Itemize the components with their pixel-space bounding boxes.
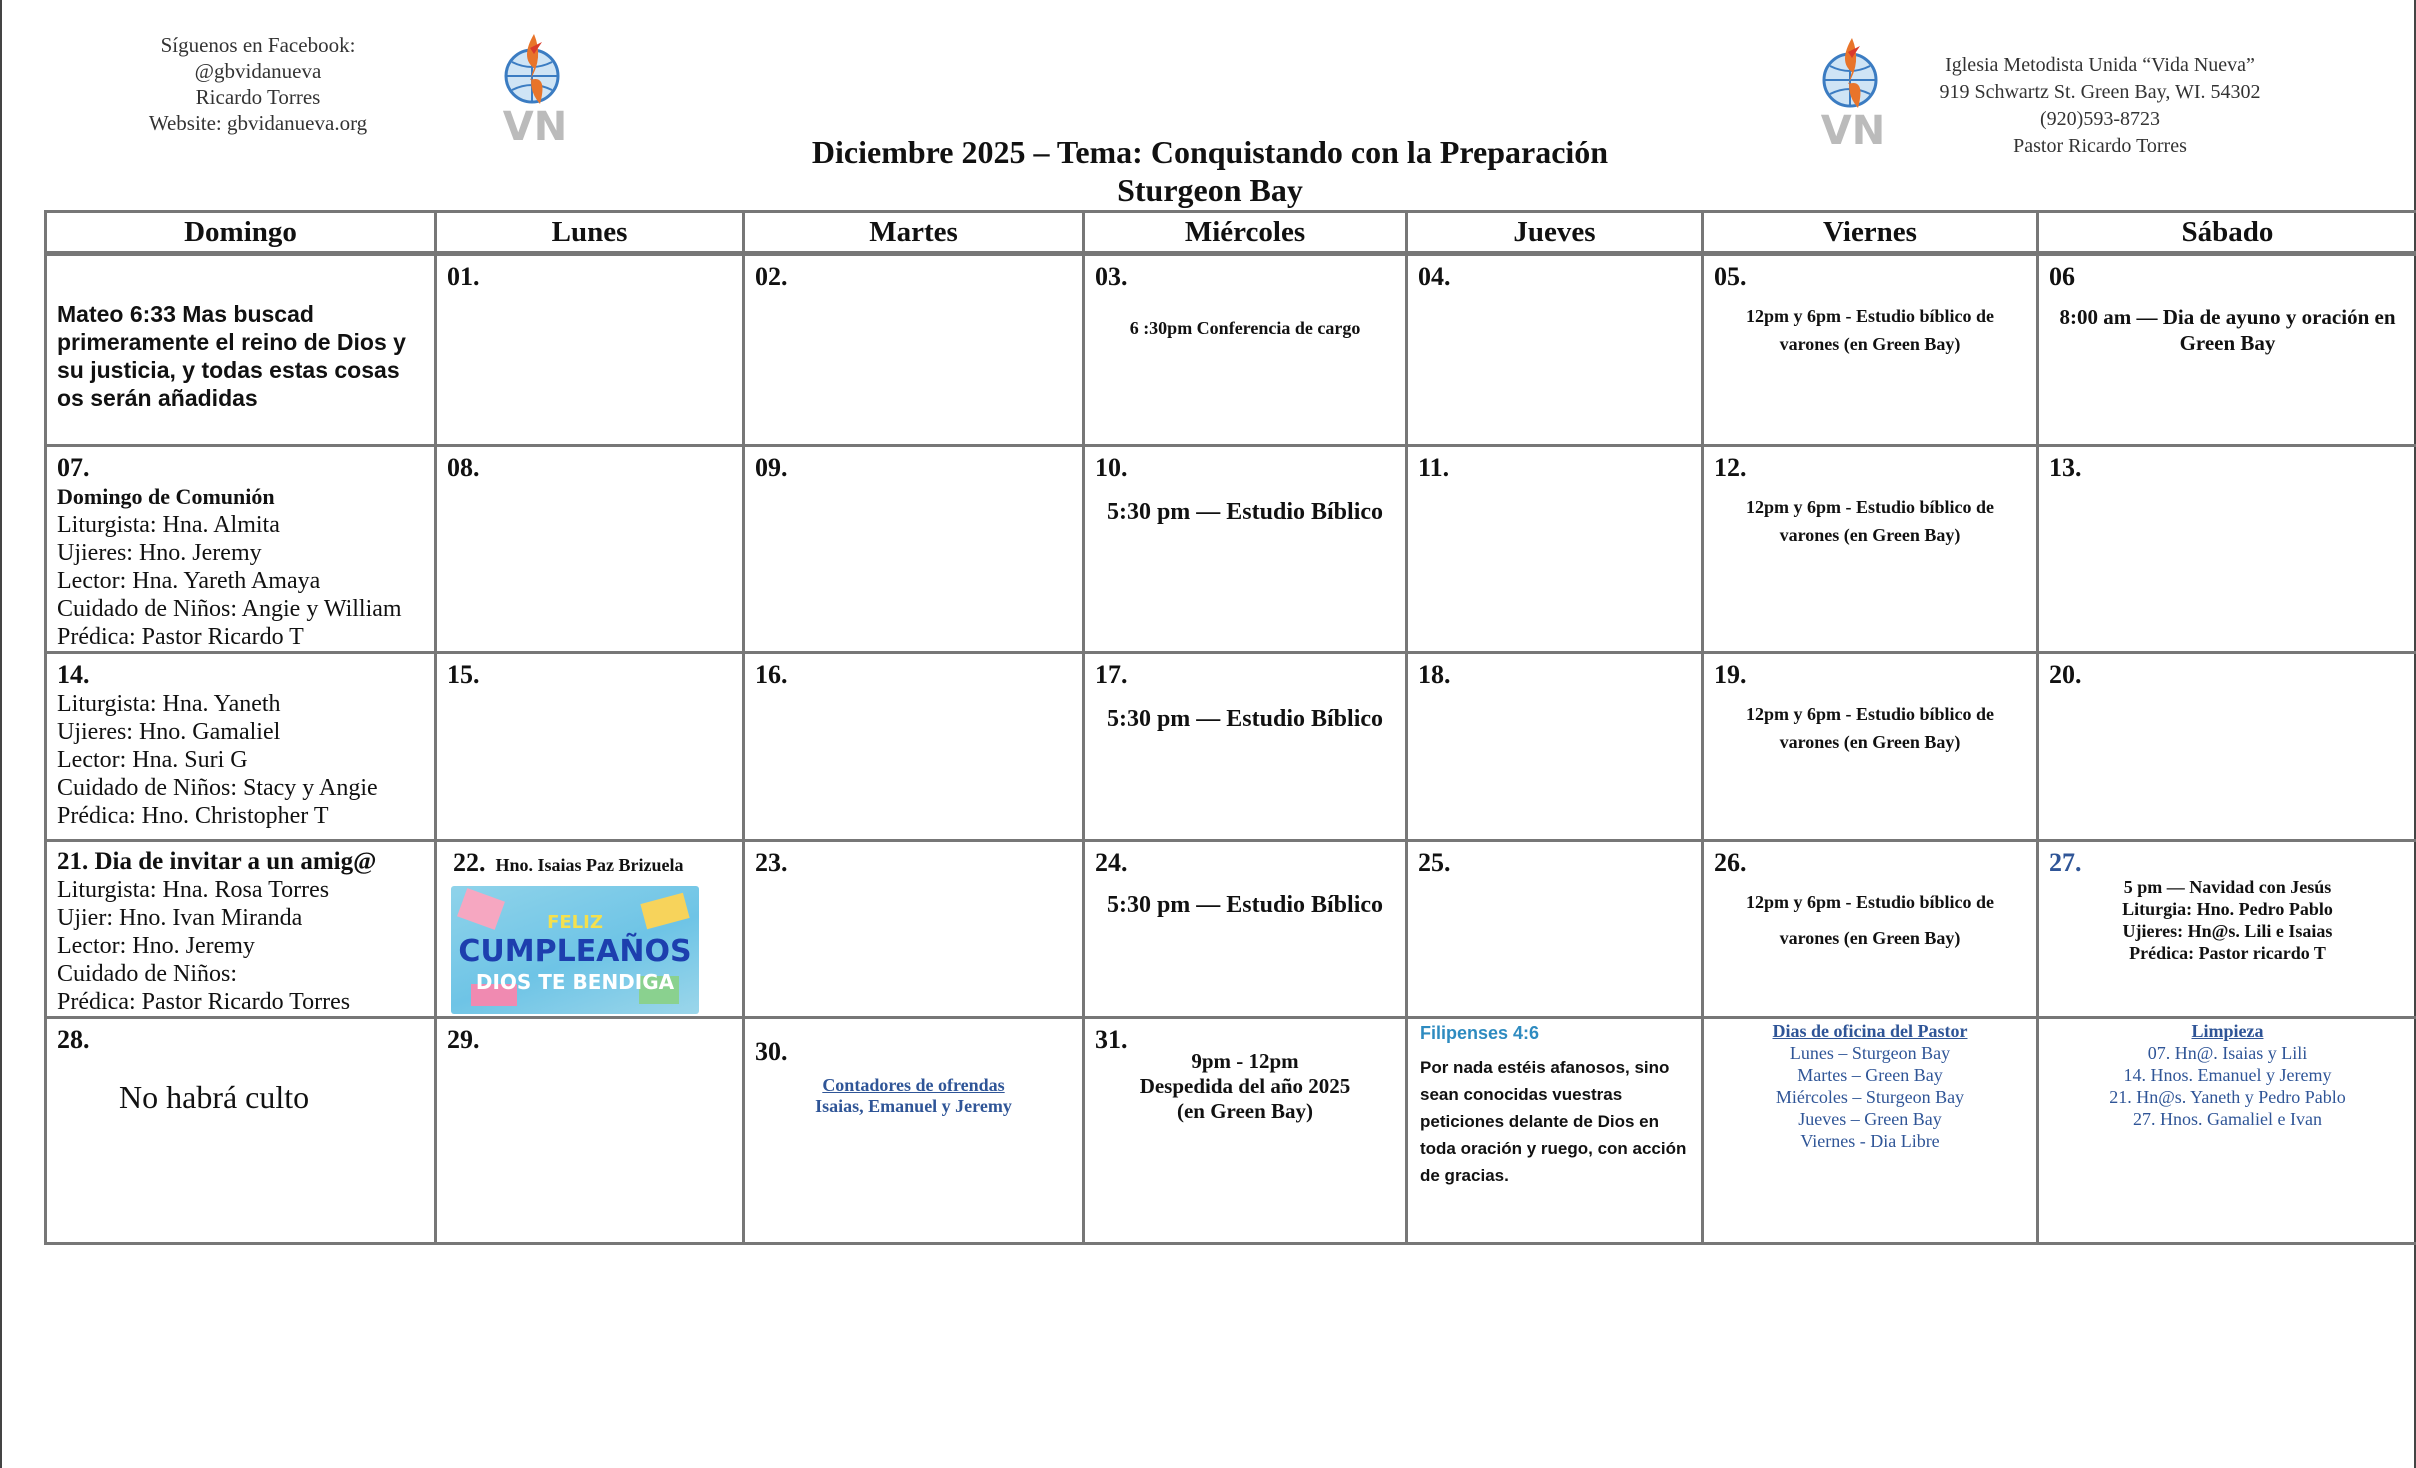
day-number: 21. [57,848,89,875]
day-cell [744,653,1084,841]
role-line: Lector: Hna. Suri G [57,747,248,773]
role-line: Liturgista: Hna. Rosa Torres [57,877,330,903]
svg-text:VN: VN [502,104,568,148]
no-service-note: No habrá culto [119,1079,310,1115]
day-cell [1407,254,1703,446]
week-row [46,1018,2416,1244]
day-number: 25. [1418,848,1451,877]
day-cell [1703,841,2038,1018]
weekday-header: Sábado [2038,212,2416,254]
event-text: 12pm y 6pm - Estudio bíblico de varones (en Green Bay) [1745,306,1995,354]
event-text: 6 :30pm Conferencia de cargo [1129,318,1361,338]
sunday-title: Dia de invitar a un amig@ [94,848,377,875]
event-text: 12pm y 6pm - Estudio bíblico de varones (en Green Bay) [1745,704,1995,752]
birthday-name: Hno. Isaias Paz Brizuela [495,855,684,875]
day-number: 02. [755,262,788,291]
role-line: Cuidado de Niños: [57,961,237,987]
sunday-heading [47,842,434,876]
day-cell [2038,254,2416,446]
week-row [46,653,2416,841]
church-logo-right [1808,32,1898,152]
sunday-title: Domingo de Comunión [57,484,275,509]
day-number: 13. [2049,453,2082,482]
year-end-event [1085,1049,1405,1124]
church-pastor: Pastor Ricardo Torres [2013,135,2187,157]
event-text: 8:00 am — Dia de ayuno y oración en Green Bay [2059,305,2396,355]
office-day: Miércoles – Sturgeon Bay [1775,1087,1965,1107]
birthday-image [451,886,699,1014]
social-line: Website: gbvidanueva.org [148,111,368,135]
office-days-title [1704,1021,2036,1042]
birthday-word: CUMPLEAÑOS [458,934,692,969]
role-line: Ujieres: Hno. Gamaliel [57,719,281,745]
day-cell [1084,841,1407,1018]
day-cell [46,841,436,1018]
cleaning-title [2039,1021,2416,1042]
role-line: Lector: Hna. Yareth Amaya [57,568,321,594]
calendar-title: Diciembre 2025 – Tema: Conquistando con la Preparación [811,134,1609,170]
event-line: Prédica: Pastor ricardo T [2129,943,2326,963]
role-line: Liturgista: Hna. Almita [57,512,280,538]
event-line: (en Green Bay) [1176,1099,1314,1123]
day-cell [1703,254,2038,446]
day-number: 17. [1095,660,1128,689]
day-number: 08. [447,453,480,482]
day-number: 30. [755,1037,788,1066]
day-cell [1703,653,2038,841]
role-line: Ujier: Hno. Ivan Miranda [57,905,303,931]
event-text: 12pm y 6pm - Estudio bíblico de [1745,892,1995,912]
day-cell [436,254,744,446]
birthday-heading [437,842,742,878]
christmas-event [2039,876,2416,964]
cleaning-item: 27. Hnos. Gamaliel e Ivan [2133,1109,2322,1129]
event-text: 12pm y 6pm - Estudio bíblico de varones (en Green Bay) [1745,497,1995,545]
church-info [1900,52,2300,160]
day-number: 27. [2049,848,2082,877]
week-row [46,254,2416,446]
day-number: 24. [1095,848,1128,877]
day-cell [46,653,436,841]
day-cell [2038,841,2416,1018]
weekday-header: Lunes [436,212,744,254]
social-info [98,32,418,136]
day-cell [436,446,744,653]
day-number: 05. [1714,262,1747,291]
day-number: 26. [1714,848,1747,877]
day-number: 14. [57,660,90,689]
weekday-header: Domingo [46,212,436,254]
day-cell [744,1018,1084,1244]
event-text: 5:30 pm — Estudio Bíblico [1106,706,1384,732]
cleaning-item: 07. Hn@. Isaias y Lili [2147,1043,2308,1063]
event-text: 5:30 pm — Estudio Bíblico [1106,499,1384,525]
role-line: Prédica: Hno. Christopher T [57,803,329,829]
office-day: Jueves – Green Bay [1798,1109,1942,1129]
day-cell [1084,254,1407,446]
week-row [46,841,2416,1018]
day-number: 18. [1418,660,1451,689]
day-number: 23. [755,848,788,877]
day-cell [1407,1018,1703,1244]
weekday-header: Viernes [1703,212,2038,254]
day-number: 22. [453,848,486,877]
weekday-header: Jueves [1407,212,1703,254]
day-cell [744,254,1084,446]
day-number: 10. [1095,453,1128,482]
weekday-header: Miércoles [1084,212,1407,254]
role-line: Cuidado de Niños: Angie y William [57,596,402,622]
birthday-word: FELIZ [547,912,603,933]
day-number: 20. [2049,660,2082,689]
role-line: Cuidado de Niños: Stacy y Angie [57,775,378,801]
verse-reference: Filipenses 4:6 [1420,1023,1540,1043]
day-number: 12. [1714,453,1747,482]
church-phone: (920)593-8723 [2040,108,2160,130]
day-number: 31. [1095,1025,1128,1054]
svg-text:VN: VN [1820,108,1886,152]
day-number: 15. [447,660,480,689]
event-text: 5:30 pm — Estudio Bíblico [1106,892,1384,918]
day-number: 29. [447,1025,480,1054]
verse-text: Por nada estéis afanosos, sino sean conocidas vuestras peticiones delante de Dios en toda oración y ruego, con acción de gracias. [1420,1058,1687,1185]
offering-names: Isaias, Emanuel y Jeremy [815,1096,1012,1116]
day-cell [2038,446,2416,653]
role-line: Liturgista: Hna. Yaneth [57,691,281,717]
day-cell [46,1018,436,1244]
event-line: Despedida del año 2025 [1139,1074,1351,1098]
page-border-left [0,0,2,1468]
office-day: Lunes – Sturgeon Bay [1789,1043,1951,1063]
day-number: 19. [1714,660,1747,689]
role-line: Lector: Hno. Jeremy [57,933,255,959]
event-line: Liturgia: Hno. Pedro Pablo [2122,899,2333,919]
day-number: 07. [57,453,90,482]
day-cell [1407,653,1703,841]
weekday-header: Martes [744,212,1084,254]
office-days-title-text: Dias de oficina del Pastor [1772,1021,1968,1041]
day-cell [1084,653,1407,841]
day-cell [1703,446,2038,653]
day-number: 03. [1095,262,1128,291]
office-day: Viernes - Dia Libre [1800,1131,1940,1151]
offering-title-text: Contadores de ofrendas [822,1075,1005,1095]
day-cell [1407,841,1703,1018]
cleaning-title-text: Limpieza [2191,1021,2264,1041]
day-cell [46,254,436,446]
bible-verse: Mateo 6:33 Mas buscad primeramente el reino de Dios y su justicia, y todas estas cosas os serán añadidas [57,301,406,411]
role-line: Ujieres: Hno. Jeremy [57,540,262,566]
church-logo-left [490,28,580,148]
day-number: 04. [1418,262,1451,291]
event-line: Ujieres: Hn@s. Lili e Isaias [2122,921,2333,941]
day-number: 16. [755,660,788,689]
day-number: 06 [2049,262,2075,291]
day-cell [436,653,744,841]
day-cell [1703,1018,2038,1244]
day-number: 09. [755,453,788,482]
calendar-subtitle: Sturgeon Bay [1117,172,1303,208]
birthday-word: DIOS TE BENDIGA [475,970,675,994]
office-day: Martes – Green Bay [1797,1065,1943,1085]
event-line: 5 pm — Navidad con Jesús [2123,877,2332,897]
day-number: 11. [1418,453,1450,482]
social-line: Ricardo Torres [195,85,321,109]
calendar-grid [44,210,2416,1245]
church-name: Iglesia Metodista Unida “Vida Nueva” [1945,54,2255,76]
day-cell [2038,1018,2416,1244]
event-line: 9pm - 12pm [1191,1049,1299,1073]
cleaning-list [2039,1042,2416,1130]
role-line: Prédica: Pastor Ricardo T [57,624,304,650]
day-cell [46,446,436,653]
day-number: 01. [447,262,480,291]
offering-title [745,1075,1082,1096]
day-cell [2038,653,2416,841]
cleaning-item: 14. Hnos. Emanuel y Jeremy [2123,1065,2332,1085]
day-cell [436,841,744,1018]
day-cell [1084,1018,1407,1244]
day-cell [1084,446,1407,653]
day-number: 28. [57,1025,90,1054]
day-cell [436,1018,744,1244]
church-address: 919 Schwartz St. Green Bay, WI. 54302 [1939,81,2261,103]
social-line: @gbvidanueva [194,59,322,83]
event-text: varones (en Green Bay) [1779,928,1961,948]
day-cell [1407,446,1703,653]
social-line: Síguenos en Facebook: [160,33,356,57]
office-days-list [1704,1042,2036,1152]
day-cell [744,841,1084,1018]
day-cell [744,446,1084,653]
weekday-header-row [46,212,2416,254]
week-row [46,446,2416,653]
role-line: Prédica: Pastor Ricardo Torres [57,989,351,1015]
cleaning-item: 21. Hn@s. Yaneth y Pedro Pablo [2109,1087,2346,1107]
